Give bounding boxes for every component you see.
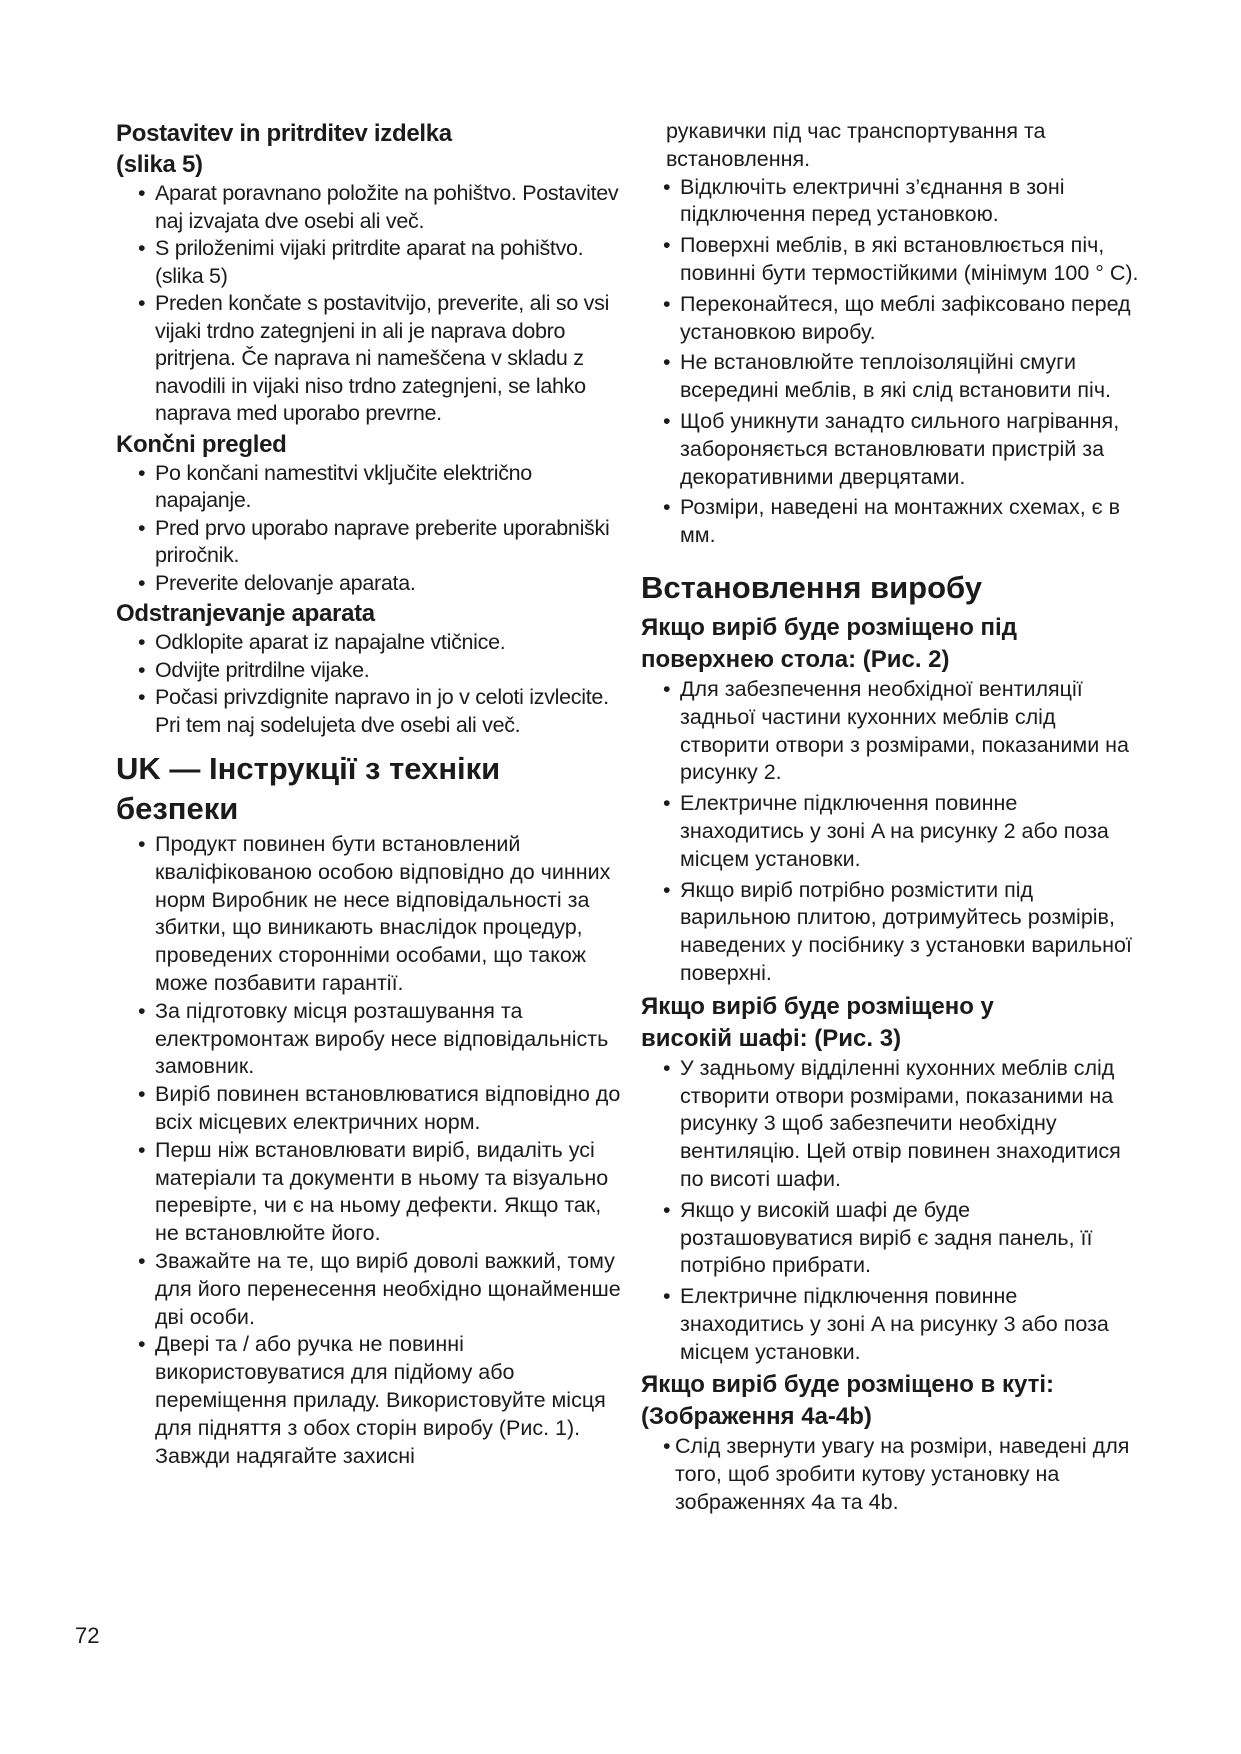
list-item: • Зважайте на те, що виріб доволі важкий, тому для його перенесення необхідно щонайменше дві особи.	[138, 1248, 626, 1331]
list-item: • Для забезпечення необхідної вентиляції задньої частини кухонних меблів слід створити отвори з розмірами, показаними на рисунку 2.	[663, 676, 1146, 787]
final-check-list	[116, 460, 626, 598]
heading-uk-safety-line1: UK — Інструкції з техніки	[116, 751, 501, 786]
list-item: • Preden končate s postavitvijo, preverite, ali so vsi vijaki trdno zategnjeni in ali je naprava dobro pritrjena. Če naprava ni nameščena v skladu z navodili in vijaki niso trdno zategnjeni, se lahko naprava med uporabo prevrne.	[138, 290, 626, 428]
heading-corner-line2: (Зображення 4a-4b)	[641, 1403, 872, 1431]
heading-tall-cabinet	[641, 991, 1146, 1055]
heading-mounting-line2: (slika 5)	[116, 151, 203, 178]
heading-tall-cabinet-line2: високій шафі: (Рис. 3)	[641, 1024, 902, 1052]
heading-under-counter-line2: поверхнею стола: (Рис. 2)	[641, 645, 950, 673]
heading-corner-line1: Якщо виріб буде розміщено в куті:	[641, 1371, 1055, 1399]
list-item: • Відключіть електричні з’єднання в зоні підключення перед установкою.	[663, 174, 1146, 230]
list-item: • Двері та / або ручка не повинні використовуватися для підйому або переміщення приладу. Використовуйте місця для підняття з обох сторін виробу (Рис. 1). Завжди надягайте захисні	[138, 1331, 626, 1470]
page-number: 72	[75, 1623, 100, 1648]
list-item: • Електричне підключення повинне знаходитись у зоні A на рисунку 3 або поза місцем установки.	[663, 1283, 1146, 1366]
list-item: • Слід звернути увагу на розміри, наведені для того, щоб зробити кутову установку на зображеннях 4a та 4b.	[663, 1433, 1146, 1516]
heading-under-counter-line1: Якщо виріб буде розміщено під	[641, 613, 1017, 641]
continued-text: рукавички під час транспортування та встановлення.	[666, 119, 1046, 171]
left-column	[116, 118, 626, 1470]
heading-installation: Встановлення виробу	[641, 569, 982, 605]
heading-corner	[641, 1369, 1146, 1433]
list-item: • Odklopite aparat iz napajalne vtičnice.	[138, 629, 626, 657]
heading-final-check: Končni pregled	[116, 430, 287, 458]
list-item: • Aparat poravnano položite na pohištvo. Postavitev naj izvajata dve osebi ali več.	[138, 180, 626, 235]
list-item: • Po končani namestitvi vključite električno napajanje.	[138, 460, 626, 515]
section-under-counter	[641, 612, 1146, 988]
section-tall-cabinet	[641, 991, 1146, 1367]
heading-uk-safety	[116, 749, 626, 829]
list-item: • Щоб уникнути занадто сильного нагрівання, забороняється встановлювати пристрій за декоративними дверцятами.	[663, 408, 1146, 491]
list-item: • Якщо виріб потрібно розмістити під варильною плитою, дотримуйтесь розмірів, наведених у посібнику з установки варильної поверхні.	[663, 877, 1146, 988]
list-item: • Виріб повинен встановлюватися відповідно до всіх місцевих електричних норм.	[138, 1081, 626, 1137]
safety-continued-list	[641, 174, 1146, 550]
section-uk-safety	[116, 749, 626, 1470]
section-removal	[116, 598, 626, 739]
list-item: • Розміри, наведені на монтажних схемах, є в мм.	[663, 494, 1146, 550]
right-column	[641, 118, 1146, 1520]
heading-under-counter	[641, 612, 1146, 676]
list-item: • Pred prvo uporabo naprave preberite uporabniški priročnik.	[138, 515, 626, 570]
heading-uk-safety-line2: безпеки	[116, 791, 239, 826]
heading-tall-cabinet-line1: Якщо виріб буде розміщено у	[641, 992, 994, 1020]
section-final-check	[116, 429, 626, 598]
list-item: • За підготовку місця розташування та електромонтаж виробу несе відповідальність замовник.	[138, 998, 626, 1081]
tall-cabinet-list	[641, 1055, 1146, 1367]
list-item: • Перш ніж встановлювати виріб, видаліть усі матеріали та документи в ньому та візуально перевірте, чи є на ньому дефекти. Якщо так, не встановлюйте його.	[138, 1137, 626, 1248]
section-corner	[641, 1369, 1146, 1516]
list-item: • Не встановлюйте теплоізоляційні смуги всередині меблів, в які слід встановити піч.	[663, 349, 1146, 405]
list-item: • Preverite delovanje aparata.	[138, 570, 626, 598]
mounting-list	[116, 180, 626, 428]
list-item: • У задньому відділенні кухонних меблів слід створити отвори розмірами, показаними на рисунку 3 щоб забезпечити необхідну вентиляцію. Цей отвір повинен знаходитися по висоті шафи.	[663, 1055, 1146, 1194]
removal-list	[116, 629, 626, 739]
list-item: • Поверхні меблів, в які встановлюється піч, повинні бути термостійкими (мінімум 100 ° C).	[663, 232, 1146, 288]
heading-removal: Odstranjevanje aparata	[116, 600, 375, 627]
list-item: • Переконайтеся, що меблі зафіксовано перед установкою виробу.	[663, 291, 1146, 347]
heading-mounting	[116, 118, 626, 180]
heading-mounting-line1: Postavitev in pritrditev izdelka	[116, 120, 452, 147]
list-item: • S priloženimi vijaki pritrdite aparat na pohištvo. (slika 5)	[138, 235, 626, 290]
uk-safety-list	[116, 831, 626, 1470]
list-item: • Počasi privzdignite napravo in jo v celoti izvlecite. Pri tem naj sodelujeta dve osebi ali več.	[138, 684, 626, 739]
list-item: • Продукт повинен бути встановлений кваліфікованою особою відповідно до чинних норм Виробник не несе відповідальності за збитки, що виникають внаслідок процедур, проведених сторонніми особами, що також може позбавити гарантії.	[138, 831, 626, 998]
list-item: • Електричне підключення повинне знаходитись у зоні A на рисунку 2 або поза місцем установки.	[663, 790, 1146, 873]
under-counter-list	[641, 676, 1146, 988]
corner-list	[641, 1433, 1146, 1516]
list-item: • Odvijte pritrdilne vijake.	[138, 657, 626, 685]
list-item: • Якщо у високій шафі де буде розташовуватися виріб є задня панель, її потрібно прибрати.	[663, 1197, 1146, 1280]
section-mounting	[116, 118, 626, 428]
